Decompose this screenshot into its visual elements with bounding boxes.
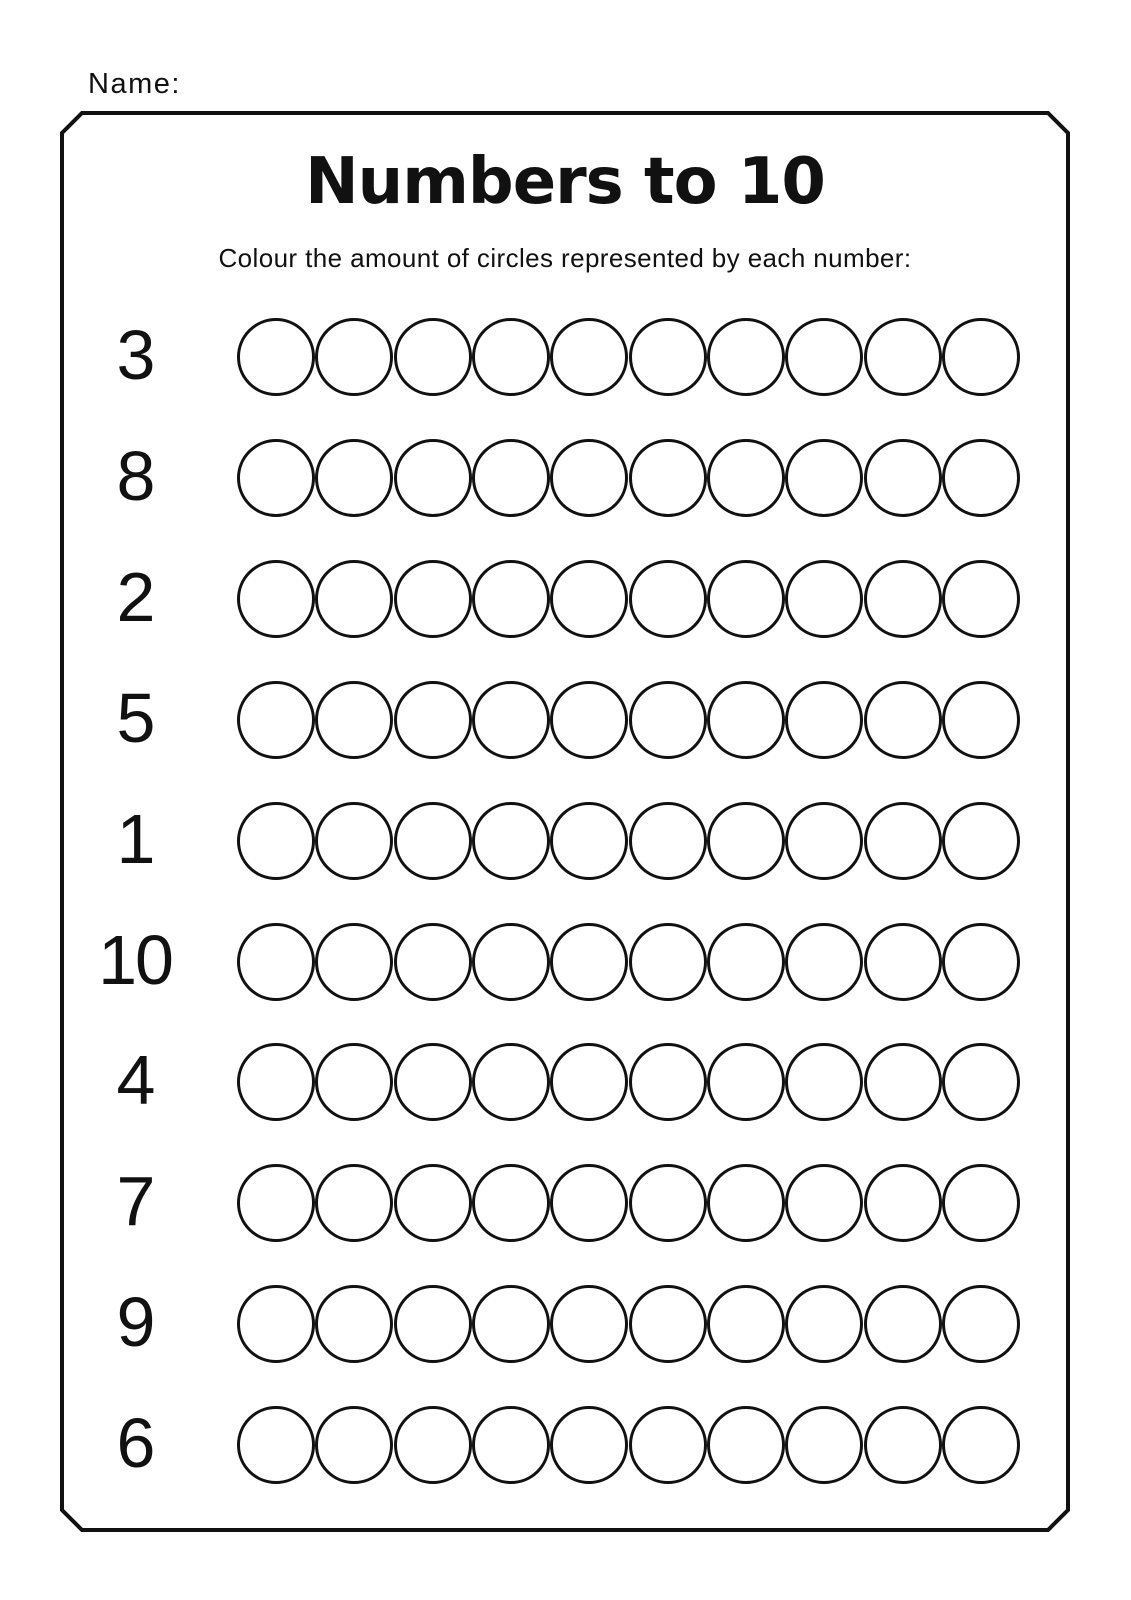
colorable-circle[interactable] [550,318,628,396]
colorable-circle[interactable] [942,802,1020,880]
colorable-circle[interactable] [785,1406,863,1484]
circle-strip [237,681,1020,759]
circle-strip [237,560,1020,638]
number-row [0,1143,1131,1264]
colorable-circle[interactable] [942,681,1020,759]
colorable-circle[interactable] [315,1164,393,1242]
colorable-circle[interactable] [629,802,707,880]
colorable-circle[interactable] [394,439,472,517]
colorable-circle[interactable] [394,318,472,396]
colorable-circle[interactable] [629,681,707,759]
colorable-circle[interactable] [629,439,707,517]
colorable-circle[interactable] [785,681,863,759]
colorable-circle[interactable] [315,1043,393,1121]
colorable-circle[interactable] [629,1043,707,1121]
circle-strip [237,439,1020,517]
colorable-circle[interactable] [472,1285,550,1363]
colorable-circle[interactable] [942,1406,1020,1484]
circle-strip [237,1406,1020,1484]
colorable-circle[interactable] [472,802,550,880]
colorable-circle[interactable] [472,923,550,1001]
colorable-circle[interactable] [237,681,315,759]
colorable-circle[interactable] [942,318,1020,396]
row-number-label: 10 [98,920,172,999]
row-number-label: 8 [116,436,154,515]
colorable-circle[interactable] [707,1285,785,1363]
colorable-circle[interactable] [864,923,942,1001]
colorable-circle[interactable] [472,1164,550,1242]
colorable-circle[interactable] [315,439,393,517]
colorable-circle[interactable] [394,1406,472,1484]
number-row [0,297,1131,418]
colorable-circle[interactable] [472,1406,550,1484]
circle-strip [237,1285,1020,1363]
circle-strip [237,318,1020,396]
colorable-circle[interactable] [942,560,1020,638]
colorable-circle[interactable] [785,318,863,396]
colorable-circle[interactable] [785,1285,863,1363]
colorable-circle[interactable] [942,1164,1020,1242]
colorable-circle[interactable] [550,923,628,1001]
circle-strip [237,802,1020,880]
colorable-circle[interactable] [785,1043,863,1121]
colorable-circle[interactable] [864,1043,942,1121]
circle-strip [237,1043,1020,1121]
colorable-circle[interactable] [237,560,315,638]
colorable-circle[interactable] [864,1285,942,1363]
colorable-circle[interactable] [394,802,472,880]
colorable-circle[interactable] [237,1285,315,1363]
colorable-circle[interactable] [315,1406,393,1484]
colorable-circle[interactable] [315,923,393,1001]
colorable-circle[interactable] [707,802,785,880]
colorable-circle[interactable] [550,439,628,517]
colorable-circle[interactable] [394,1285,472,1363]
colorable-circle[interactable] [942,1285,1020,1363]
colorable-circle[interactable] [707,923,785,1001]
colorable-circle[interactable] [394,1164,472,1242]
colorable-circle[interactable] [864,318,942,396]
colorable-circle[interactable] [394,681,472,759]
colorable-circle[interactable] [629,1406,707,1484]
circle-strip [237,1164,1020,1242]
colorable-circle[interactable] [864,439,942,517]
colorable-circle[interactable] [315,560,393,638]
colorable-circle[interactable] [237,1164,315,1242]
number-row [0,901,1131,1022]
colorable-circle[interactable] [707,1164,785,1242]
colorable-circle[interactable] [315,802,393,880]
colorable-circle[interactable] [629,923,707,1001]
colorable-circle[interactable] [472,439,550,517]
colorable-circle[interactable] [315,1285,393,1363]
worksheet-title: Numbers to 10 [305,145,825,219]
colorable-circle[interactable] [785,560,863,638]
number-row [0,1264,1131,1385]
colorable-circle[interactable] [472,560,550,638]
colorable-circle[interactable] [550,560,628,638]
row-number-label: 5 [116,678,154,757]
name-label: Name: [88,68,181,100]
number-row [0,417,1131,538]
colorable-circle[interactable] [707,1043,785,1121]
row-number-label: 3 [116,315,154,394]
colorable-circle[interactable] [315,681,393,759]
colorable-circle[interactable] [237,439,315,517]
colorable-circle[interactable] [237,1406,315,1484]
colorable-circle[interactable] [237,318,315,396]
colorable-circle[interactable] [785,802,863,880]
colorable-circle[interactable] [864,560,942,638]
row-number-label: 9 [116,1283,154,1362]
colorable-circle[interactable] [472,681,550,759]
number-row [0,1022,1131,1143]
colorable-circle[interactable] [472,318,550,396]
instruction-text: Colour the amount of circles represented by each number: [218,243,912,273]
colorable-circle[interactable] [550,1164,628,1242]
number-row [0,1385,1131,1506]
colorable-circle[interactable] [942,923,1020,1001]
colorable-circle[interactable] [472,1043,550,1121]
colorable-circle[interactable] [629,1285,707,1363]
colorable-circle[interactable] [550,1406,628,1484]
colorable-circle[interactable] [550,1043,628,1121]
colorable-circle[interactable] [942,1043,1020,1121]
colorable-circle[interactable] [394,923,472,1001]
colorable-circle[interactable] [315,318,393,396]
row-number-label: 7 [116,1162,154,1241]
row-number-label: 6 [116,1403,154,1482]
colorable-circle[interactable] [942,439,1020,517]
row-number-label: 1 [116,799,154,878]
colorable-circle[interactable] [707,1406,785,1484]
colorable-circle[interactable] [864,802,942,880]
colorable-circle[interactable] [707,318,785,396]
colorable-circle[interactable] [550,1285,628,1363]
colorable-circle[interactable] [629,560,707,638]
colorable-circle[interactable] [785,923,863,1001]
colorable-circle[interactable] [707,439,785,517]
colorable-circle[interactable] [237,802,315,880]
colorable-circle[interactable] [237,923,315,1001]
colorable-circle[interactable] [237,1043,315,1121]
row-number-label: 4 [116,1041,154,1120]
colorable-circle[interactable] [394,560,472,638]
colorable-circle[interactable] [864,1164,942,1242]
circle-strip [237,923,1020,1001]
colorable-circle[interactable] [550,802,628,880]
colorable-circle[interactable] [394,1043,472,1121]
colorable-circle[interactable] [864,1406,942,1484]
row-number-label: 2 [116,557,154,636]
colorable-circle[interactable] [707,560,785,638]
colorable-circle[interactable] [707,681,785,759]
colorable-circle[interactable] [785,439,863,517]
colorable-circle[interactable] [629,318,707,396]
number-row [0,659,1131,780]
number-row [0,780,1131,901]
number-row [0,538,1131,659]
colorable-circle[interactable] [550,681,628,759]
colorable-circle[interactable] [785,1164,863,1242]
colorable-circle[interactable] [629,1164,707,1242]
colorable-circle[interactable] [864,681,942,759]
